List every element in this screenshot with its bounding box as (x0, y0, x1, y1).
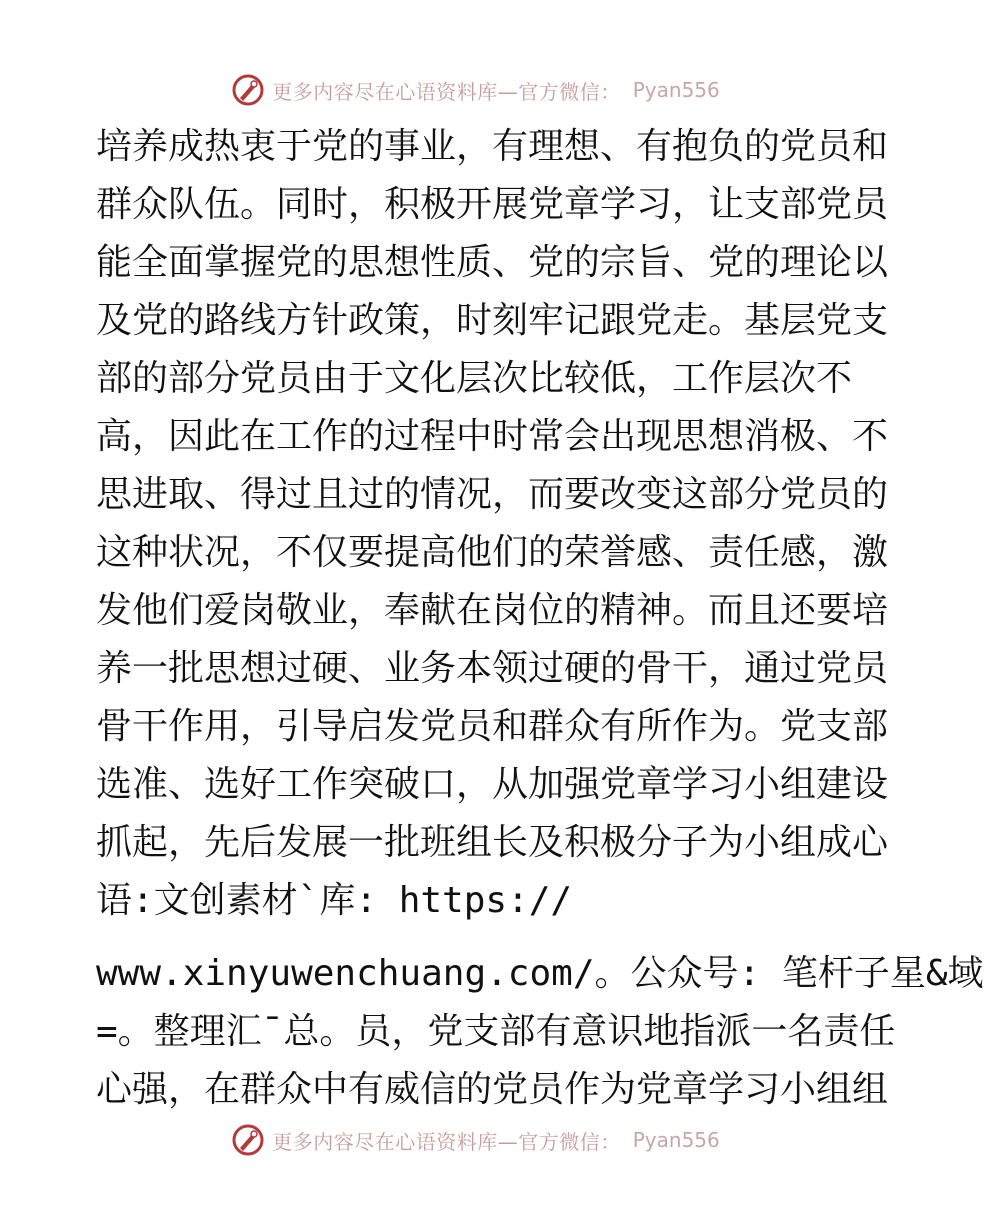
brand-logo-icon (230, 72, 266, 108)
footer-watermark (0, 1120, 950, 1160)
body-line: 抓起，先后发展一批班组长及积极分子为小组成心 (96, 822, 889, 863)
body-line: 群众队伍。同时，积极开展党章学习，让支部党员 (96, 184, 889, 225)
body-line: 心强，在群众中有威信的党员作为党章学习小组组 (96, 1069, 889, 1110)
body-line: 及党的路线方针政策，时刻牢记跟党走。基层党支 (96, 300, 889, 341)
footer-watermark-id: Pyan556 (632, 1128, 720, 1152)
body-line: 培养成热衷于党的事业，有理想、有抱负的党员和 (96, 126, 889, 167)
body-line: 骨干作用，引导启发党员和群众有所作为。党支部 (96, 706, 889, 747)
footer-watermark-text: 更多内容尽在心语资料库—官方微信： (272, 1129, 621, 1154)
header-watermark (0, 70, 950, 110)
body-line: 思进取、得过且过的情况，而要改变这部分党员的 (96, 474, 889, 515)
body-line: 语:文创素材`库: https:// (96, 880, 573, 921)
brand-logo-icon (230, 1122, 266, 1158)
body-line: 这种状况，不仅要提高他们的荣誉感、责任感，激 (96, 532, 889, 573)
body-line: 能全面掌握党的思想性质、党的宗旨、党的理论以 (96, 242, 889, 283)
body-line: 养一批思想过硬、业务本领过硬的骨干，通过党员 (96, 648, 889, 689)
header-watermark-text: 更多内容尽在心语资料库—官方微信： (272, 79, 621, 104)
body-line: 高，因此在工作的过程中时常会出现思想消极、不 (96, 416, 889, 457)
body-line: 部的部分党员由于文化层次比较低，工作层次不 (96, 358, 853, 399)
document-body (96, 118, 984, 1119)
body-line: 选准、选好工作突破口，从加强党章学习小组建设 (96, 764, 889, 805)
header-watermark-id: Pyan556 (632, 78, 720, 102)
body-line: www.xinyuwenchuang.com/。公众号: 笔杆子星&域 (96, 953, 984, 994)
body-line: =。整理汇¯总。员，党支部有意识地指派一名责任 (96, 1011, 896, 1052)
body-line: 发他们爱岗敬业，奉献在岗位的精神。而且还要培 (96, 590, 889, 631)
